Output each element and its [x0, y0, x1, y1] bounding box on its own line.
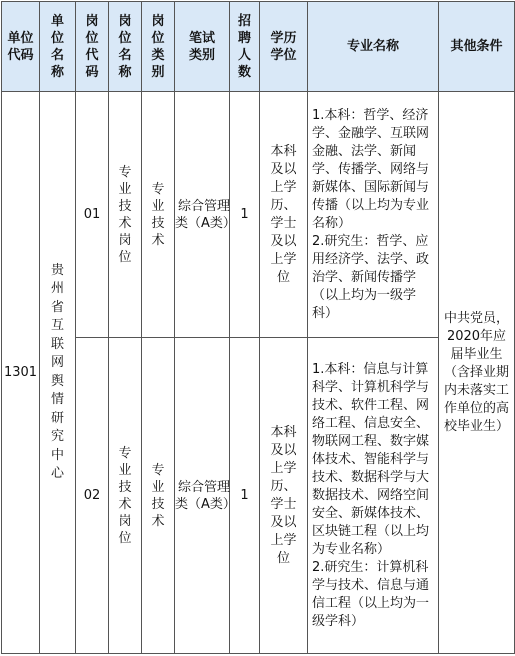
unit-name-cell: 贵州省互联网舆情研究中心	[40, 92, 76, 654]
recruit-count-cell: 1	[230, 92, 260, 338]
header-unit-name: 单位名称	[40, 2, 76, 92]
header-post-type: 岗位类别	[142, 2, 175, 92]
exam-type-cell: 综合管理类（A类）	[175, 92, 230, 338]
majors-graduate: 2.研究生：哲学、应用经济学、法学、政治学、新闻传播学（以上均为一级学科）	[312, 233, 430, 321]
header-recruit-count: 招聘人数	[230, 2, 260, 92]
table-row	[2, 92, 515, 338]
other-conditions-cell: 中共党员，2020年应届毕业生（含择业期内未落实工作单位的高校毕业生）	[439, 92, 515, 654]
post-type-cell: 专业技术	[142, 92, 175, 338]
education-cell: 本科及以上学历、学士及以上学位	[260, 338, 308, 654]
header-education: 学历学位	[260, 2, 308, 92]
unit-code-cell: 1301	[2, 92, 40, 654]
post-name-cell: 专业技术岗位	[109, 92, 142, 338]
majors-undergrad: 1.本科：哲学、经济学、金融学、互联网金融、法学、新闻学、传播学、网络与新媒体、国际新闻与传播（以上均为专业名称）	[312, 107, 430, 231]
header-unit-code: 单位代码	[2, 2, 40, 92]
post-type-cell: 专业技术	[142, 338, 175, 654]
majors-graduate: 2.研究生：计算机科学与技术、信息与通信工程（以上均为一级学科）	[312, 559, 430, 629]
header-row	[2, 2, 515, 92]
header-post-name: 岗位名称	[109, 2, 142, 92]
table-row	[2, 338, 515, 654]
header-exam-type: 笔试类别	[175, 2, 230, 92]
education-cell: 本科及以上学历、学士及以上学位	[260, 92, 308, 338]
recruitment-table	[1, 1, 515, 654]
header-other-conditions: 其他条件	[439, 2, 515, 92]
header-majors: 专业名称	[308, 2, 439, 92]
majors-cell	[308, 92, 439, 338]
post-name-cell: 专业技术岗位	[109, 338, 142, 654]
post-code-cell: 01	[76, 92, 109, 338]
post-code-cell: 02	[76, 338, 109, 654]
exam-type-cell: 综合管理类（A类）	[175, 338, 230, 654]
majors-undergrad: 1.本科：信息与计算科学、计算机科学与技术、软件工程、网络工程、信息安全、物联网工程、数字媒体技术、智能科学与技术、数据科学与大数据技术、网络空间安全、新媒体技术、区块链工程（以上均为专业名称）	[312, 361, 430, 557]
recruit-count-cell: 1	[230, 338, 260, 654]
majors-cell	[308, 338, 439, 654]
header-post-code: 岗位代码	[76, 2, 109, 92]
